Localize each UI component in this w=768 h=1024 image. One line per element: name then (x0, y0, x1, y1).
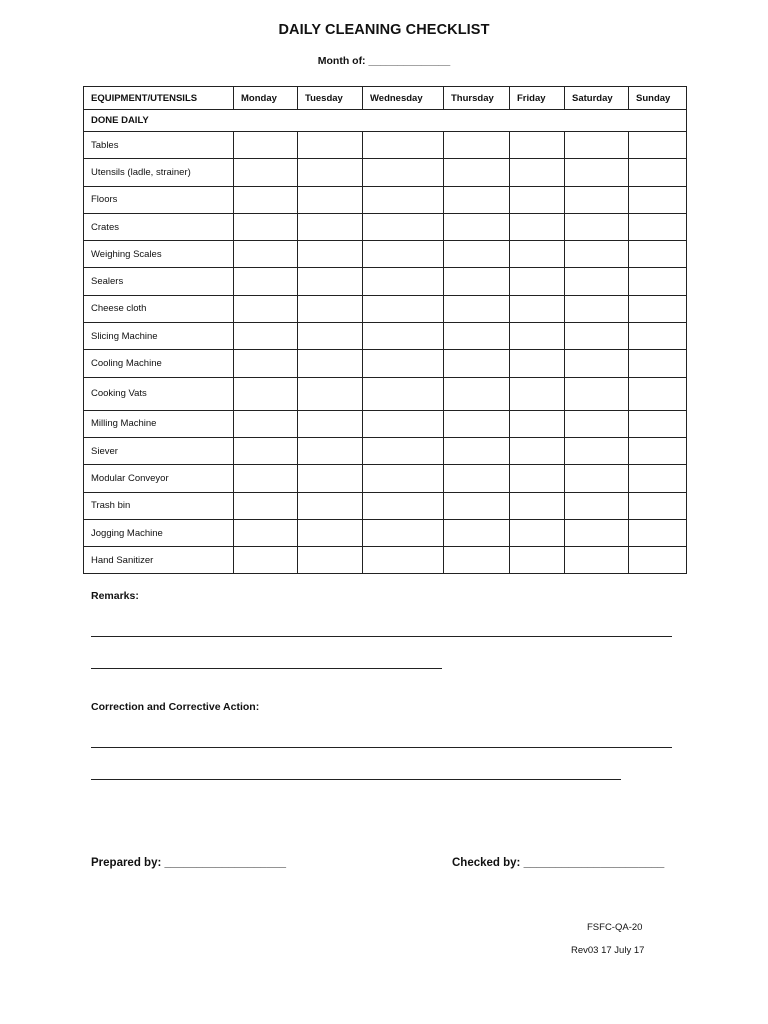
check-cell[interactable] (510, 159, 565, 186)
table-row (84, 323, 687, 350)
corrective-action-label: Correction and Corrective Action: (91, 701, 260, 713)
month-field[interactable]: Month of: ______________ (317, 55, 451, 67)
check-cell[interactable] (629, 350, 687, 377)
check-cell[interactable] (510, 410, 565, 437)
check-cell[interactable] (444, 492, 510, 519)
check-cell[interactable] (363, 465, 444, 492)
check-cell[interactable] (510, 268, 565, 295)
check-cell[interactable] (565, 241, 629, 268)
check-cell[interactable] (298, 268, 363, 295)
check-cell[interactable] (565, 186, 629, 213)
section-label: DONE DAILY (84, 110, 687, 132)
remarks-line-1[interactable] (91, 636, 672, 637)
check-cell[interactable] (363, 437, 444, 464)
check-cell[interactable] (629, 213, 687, 240)
check-cell[interactable] (363, 268, 444, 295)
check-cell[interactable] (234, 465, 298, 492)
check-cell[interactable] (363, 377, 444, 410)
table-row (84, 268, 687, 295)
check-cell[interactable] (629, 241, 687, 268)
check-cell[interactable] (565, 377, 629, 410)
check-cell[interactable] (565, 547, 629, 574)
check-cell[interactable] (510, 186, 565, 213)
check-cell[interactable] (444, 547, 510, 574)
check-cell[interactable] (565, 492, 629, 519)
remarks-label: Remarks: (91, 590, 139, 602)
equipment-name: Cooling Machine (84, 350, 234, 377)
equipment-name: Cooking Vats (84, 377, 234, 410)
check-cell[interactable] (298, 377, 363, 410)
table-row (84, 410, 687, 437)
document-title: DAILY CLEANING CHECKLIST (278, 22, 490, 38)
table-row (84, 295, 687, 322)
check-cell[interactable] (298, 132, 363, 159)
header-monday: Monday (234, 87, 298, 110)
table-row (84, 186, 687, 213)
check-cell[interactable] (629, 159, 687, 186)
check-cell[interactable] (298, 159, 363, 186)
check-cell[interactable] (629, 268, 687, 295)
check-cell[interactable] (565, 437, 629, 464)
check-cell[interactable] (629, 295, 687, 322)
check-cell[interactable] (298, 295, 363, 322)
check-cell[interactable] (363, 132, 444, 159)
header-equipment: EQUIPMENT/UTENSILS (84, 87, 234, 110)
table-row (84, 132, 687, 159)
check-cell[interactable] (234, 519, 298, 546)
check-cell[interactable] (298, 437, 363, 464)
check-cell[interactable] (510, 241, 565, 268)
table-row (84, 465, 687, 492)
check-cell[interactable] (444, 437, 510, 464)
check-cell[interactable] (363, 295, 444, 322)
check-cell[interactable] (629, 410, 687, 437)
check-cell[interactable] (298, 547, 363, 574)
header-wednesday: Wednesday (363, 87, 444, 110)
table-header-row (84, 87, 687, 110)
check-cell[interactable] (363, 410, 444, 437)
check-cell[interactable] (298, 186, 363, 213)
check-cell[interactable] (363, 323, 444, 350)
equipment-name: Slicing Machine (84, 323, 234, 350)
check-cell[interactable] (298, 465, 363, 492)
check-cell[interactable] (234, 492, 298, 519)
check-cell[interactable] (565, 323, 629, 350)
header-thursday: Thursday (444, 87, 510, 110)
check-cell[interactable] (298, 410, 363, 437)
check-cell[interactable] (510, 377, 565, 410)
check-cell[interactable] (510, 547, 565, 574)
equipment-name: Milling Machine (84, 410, 234, 437)
check-cell[interactable] (629, 323, 687, 350)
equipment-name: Jogging Machine (84, 519, 234, 546)
table-row (84, 437, 687, 464)
check-cell[interactable] (629, 519, 687, 546)
check-cell[interactable] (234, 377, 298, 410)
table-row (84, 377, 687, 410)
equipment-name: Sealers (84, 268, 234, 295)
check-cell[interactable] (565, 268, 629, 295)
check-cell[interactable] (444, 132, 510, 159)
check-cell[interactable] (444, 159, 510, 186)
check-cell[interactable] (298, 323, 363, 350)
check-cell[interactable] (510, 465, 565, 492)
check-cell[interactable] (629, 437, 687, 464)
check-cell[interactable] (298, 350, 363, 377)
check-cell[interactable] (234, 437, 298, 464)
document-code: FSFC-QA-20 (587, 922, 643, 933)
check-cell[interactable] (510, 323, 565, 350)
check-cell[interactable] (234, 186, 298, 213)
check-cell[interactable] (298, 519, 363, 546)
check-cell[interactable] (363, 492, 444, 519)
table-row (84, 350, 687, 377)
check-cell[interactable] (629, 547, 687, 574)
check-cell[interactable] (234, 159, 298, 186)
remarks-line-2[interactable] (91, 668, 442, 669)
check-cell[interactable] (444, 186, 510, 213)
check-cell[interactable] (363, 159, 444, 186)
header-saturday: Saturday (565, 87, 629, 110)
equipment-name: Utensils (ladle, strainer) (84, 159, 234, 186)
prepared-by-field[interactable]: Prepared by: ___________________ (91, 857, 287, 869)
check-cell[interactable] (510, 519, 565, 546)
check-cell[interactable] (565, 465, 629, 492)
check-cell[interactable] (444, 241, 510, 268)
check-cell[interactable] (510, 213, 565, 240)
check-cell[interactable] (444, 323, 510, 350)
check-cell[interactable] (363, 241, 444, 268)
table-row (84, 492, 687, 519)
equipment-name: Siever (84, 437, 234, 464)
checked-by-field[interactable]: Checked by: ______________________ (452, 857, 665, 869)
check-cell[interactable] (363, 519, 444, 546)
check-cell[interactable] (444, 377, 510, 410)
check-cell[interactable] (510, 350, 565, 377)
check-cell[interactable] (363, 213, 444, 240)
check-cell[interactable] (565, 159, 629, 186)
check-cell[interactable] (234, 547, 298, 574)
table-row (84, 241, 687, 268)
check-cell[interactable] (510, 437, 565, 464)
check-cell[interactable] (629, 377, 687, 410)
check-cell[interactable] (629, 132, 687, 159)
check-cell[interactable] (444, 465, 510, 492)
check-cell[interactable] (565, 213, 629, 240)
table-row (84, 213, 687, 240)
corrective-line-1[interactable] (91, 747, 672, 748)
check-cell[interactable] (363, 547, 444, 574)
check-cell[interactable] (565, 132, 629, 159)
check-cell[interactable] (298, 492, 363, 519)
check-cell[interactable] (444, 295, 510, 322)
check-cell[interactable] (234, 132, 298, 159)
cleaning-checklist-table (83, 86, 687, 574)
check-cell[interactable] (298, 241, 363, 268)
check-cell[interactable] (444, 519, 510, 546)
header-friday: Friday (510, 87, 565, 110)
header-sunday: Sunday (629, 87, 687, 110)
check-cell[interactable] (565, 519, 629, 546)
check-cell[interactable] (510, 492, 565, 519)
check-cell[interactable] (629, 465, 687, 492)
check-cell[interactable] (234, 213, 298, 240)
check-cell[interactable] (565, 410, 629, 437)
equipment-name: Tables (84, 132, 234, 159)
equipment-name: Cheese cloth (84, 295, 234, 322)
check-cell[interactable] (234, 410, 298, 437)
check-cell[interactable] (444, 213, 510, 240)
table-row (84, 547, 687, 574)
check-cell[interactable] (629, 492, 687, 519)
check-cell[interactable] (565, 350, 629, 377)
header-tuesday: Tuesday (298, 87, 363, 110)
equipment-name: Floors (84, 186, 234, 213)
revision-info: Rev03 17 July 17 (571, 945, 645, 956)
equipment-name: Hand Sanitizer (84, 547, 234, 574)
corrective-line-2[interactable] (91, 779, 621, 780)
check-cell[interactable] (363, 186, 444, 213)
check-cell[interactable] (444, 268, 510, 295)
check-cell[interactable] (510, 132, 565, 159)
check-cell[interactable] (565, 295, 629, 322)
check-cell[interactable] (444, 350, 510, 377)
table-row (84, 519, 687, 546)
equipment-name: Trash bin (84, 492, 234, 519)
table-row (84, 159, 687, 186)
check-cell[interactable] (444, 410, 510, 437)
section-row (84, 110, 687, 132)
check-cell[interactable] (510, 295, 565, 322)
check-cell[interactable] (298, 213, 363, 240)
check-cell[interactable] (234, 323, 298, 350)
check-cell[interactable] (234, 295, 298, 322)
check-cell[interactable] (234, 350, 298, 377)
equipment-name: Weighing Scales (84, 241, 234, 268)
check-cell[interactable] (363, 350, 444, 377)
check-cell[interactable] (629, 186, 687, 213)
check-cell[interactable] (234, 241, 298, 268)
check-cell[interactable] (234, 268, 298, 295)
equipment-name: Crates (84, 213, 234, 240)
equipment-name: Modular Conveyor (84, 465, 234, 492)
